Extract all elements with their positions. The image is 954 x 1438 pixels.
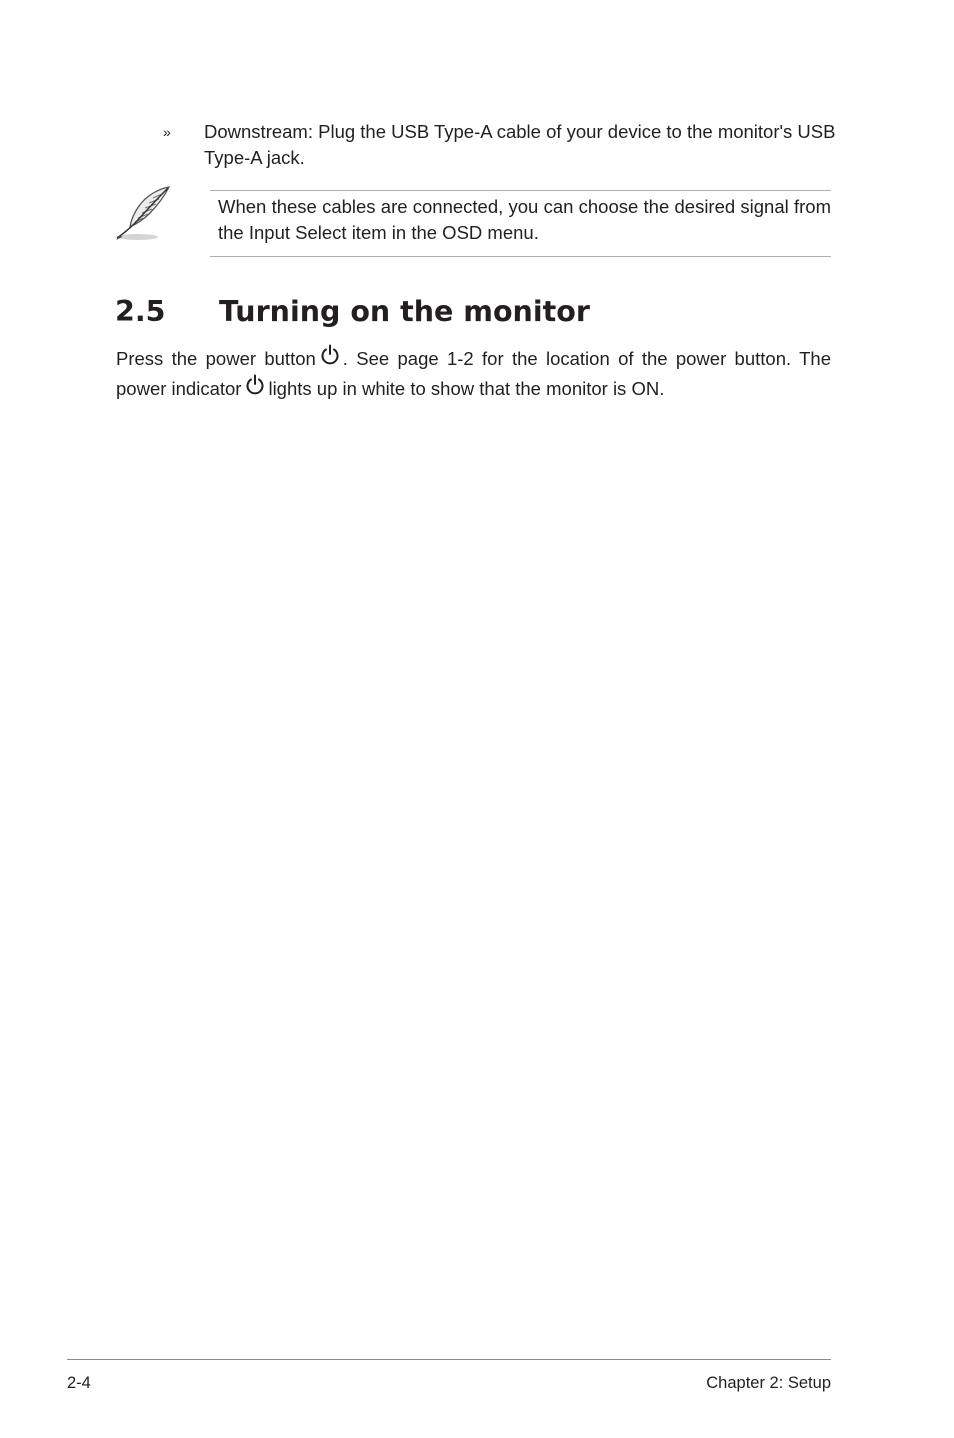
body-paragraph [116, 344, 831, 403]
paragraph-line-1 [116, 344, 831, 374]
section-title: Turning on the monitor [219, 295, 590, 328]
note-bottom-divider [210, 256, 831, 257]
note-top-divider [210, 190, 831, 191]
power-icon [320, 344, 340, 366]
paragraph-line-2 [116, 374, 831, 404]
paragraph-text: power indicator [116, 377, 242, 399]
page-number: 2-4 [67, 1374, 91, 1392]
section-number: 2.5 [115, 295, 166, 328]
paragraph-text: . See page 1-2 for the location of the power button. The [342, 348, 831, 369]
power-indicator-icon [245, 374, 265, 396]
chapter-label: Chapter 2: Setup [706, 1374, 831, 1392]
note-feather-icon [112, 184, 174, 244]
footer-divider [67, 1359, 831, 1360]
note-text: When these cables are connected, you can choose the desired signal from the Input Select item in the OSD menu. [218, 196, 831, 243]
paragraph-text: Press the power button [116, 348, 316, 369]
bullet-mark: » [163, 124, 171, 140]
bullet-item [0, 119, 954, 175]
paragraph-text: lights up in white to show that the monitor is ON. [268, 377, 665, 399]
section-heading [115, 292, 835, 332]
bullet-text: Downstream: Plug the USB Type-A cable of your device to the monitor's USB Type-A jack. [204, 121, 836, 168]
